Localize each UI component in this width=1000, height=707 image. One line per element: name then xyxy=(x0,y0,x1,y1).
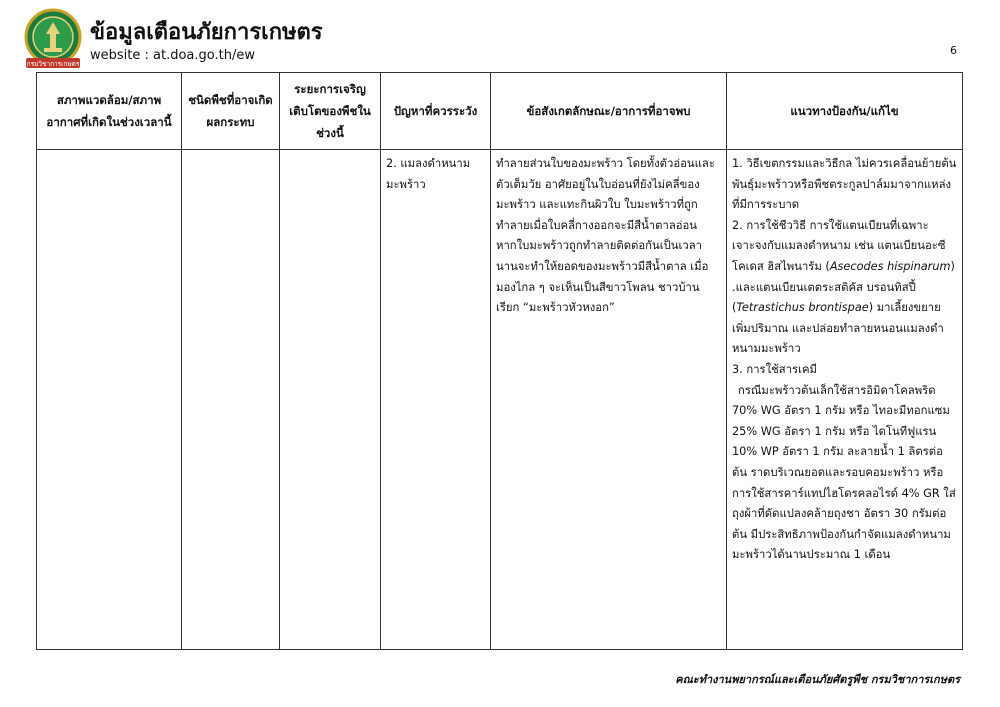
cell-stage xyxy=(280,150,381,650)
prevention-bio-text-b: ) .และแตนเบียนเตตระสติคัส บรอนทิสปี้ ( xyxy=(732,259,955,315)
col-header-stage: ระยะการเจริญเติบโตของพืชในช่วงนี้ xyxy=(280,73,381,150)
scientific-name-asecodes: Asecodes hispinarum xyxy=(829,259,951,273)
cell-symptoms: ทำลายส่วนใบของมะพร้าว โดยทั้งตัวอ่อนและตัวเต็มวัย อาศัยอยู่ในใบอ่อนที่ยังไม่คลี่ของมะพร้าว และแทะกินผิวใบ ใบมะพร้าวที่ถูกทำลายเมื่อใบคลี่กางออกจะมีสีน้ำตาลอ่อน หากใบมะพร้าวถูกทำลายติดต่อกันเป็นเวลานานจะทำให้ยอดของมะพร้าวมีสีน้ำตาล เมื่อมองไกล ๆ จะเห็นเป็นสีขาวโพลน ชาวบ้านเรียก “มะพร้าวหัวหงอก” xyxy=(491,150,727,650)
footer-credit: คณะทำงานพยากรณ์และเตือนภัยศัตรูพืช กรมวิชาการเกษตร xyxy=(675,673,960,686)
prevention-biological xyxy=(732,216,957,360)
prevention-chemical-detail: กรณีมะพร้าวต้นเล็กใช้สารอิมิดาโคลพริด 70% WG อัตรา 1 กรัม หรือ ไทอะมีทอกแซม 25% WG อัตรา 1 กรัม หรือ ไดโนทีฟูแรน 10% WP อัตรา 1 กรัม ละลายน้ำ 1 ลิตรต่อต้น ราดบริเวณยอดและรอบคอมะพร้าว หรือ การใช้สารคาร์แทปไฮโดรคลอไรด์ 4% GR ใส่ถุงผ้าที่ดัดแปลงคล้ายถุงชา อัตรา 30 กรัมต่อต้น มีประสิทธิภาพป้องกันกำจัดแมลงดำหนามมะพร้าวได้นานประมาณ 1 เดือน xyxy=(732,383,956,562)
website-link[interactable]: website : at.doa.go.th/ew xyxy=(90,48,255,63)
doa-logo xyxy=(22,8,84,70)
prevention-chemical-heading: 3. การใช้สารเคมี xyxy=(732,362,817,376)
cell-prevention xyxy=(727,150,963,650)
prevention-bio-text-c: ) มาเลี้ยงขยายเพิ่มปริมาณ และปล่อยทำลายหนอนแมลงดำหนามมะพร้าว xyxy=(732,301,944,356)
warning-table xyxy=(36,72,963,650)
prevention-cultural: 1. วิธีเขตกรรมและวิธีกล ไม่ควรเคลื่อนย้ายต้นพันธุ์มะพร้าวหรือพืชตระกูลปาล์มมาจากแหล่งที่มีการระบาด xyxy=(732,157,957,212)
cell-problem: 2. แมลงดำหนามมะพร้าว xyxy=(381,150,491,650)
col-header-environment: สภาพแวดล้อม/สภาพอากาศที่เกิดในช่วงเวลานี้ xyxy=(37,73,182,150)
cell-crop xyxy=(182,150,280,650)
col-header-prevention: แนวทางป้องกัน/แก้ไข xyxy=(727,73,963,150)
page-number: 6 xyxy=(950,44,957,57)
table-header-row xyxy=(37,73,963,150)
col-header-problem: ปัญหาที่ควรระวัง xyxy=(381,73,491,150)
cell-environment xyxy=(37,150,182,650)
page-title: ข้อมูลเตือนภัยการเกษตร xyxy=(90,20,323,45)
logo-text: กรมวิชาการเกษตร xyxy=(26,60,80,68)
scientific-name-tetrastichus: Tetrastichus brontispae xyxy=(736,301,869,315)
prevention-bio-text-a: 2. การใช้ชีววิธี การใช้แตนเบียนที่เฉพาะเจาะจงกับแมลงดำหนาม เช่น แตนเบียนอะซีโคเดส ฮิสไพนารัม ( xyxy=(732,218,946,273)
table-row xyxy=(37,150,963,650)
col-header-symptoms: ข้อสังเกตลักษณะ/อาการที่อาจพบ xyxy=(491,73,727,150)
col-header-crop: ชนิดพืชที่อาจเกิดผลกระทบ xyxy=(182,73,280,150)
